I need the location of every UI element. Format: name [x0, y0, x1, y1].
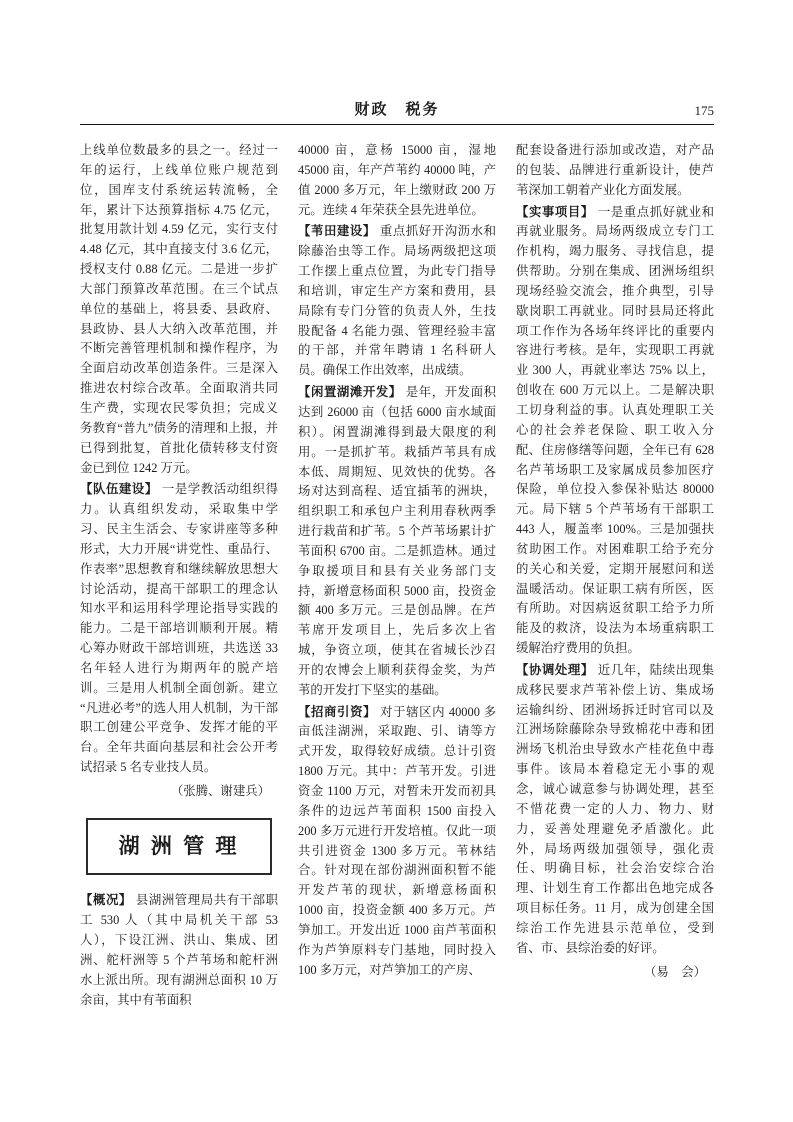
entry-label: 【队伍建设】 — [80, 482, 158, 497]
entry-label: 【实事项目】 — [516, 204, 594, 219]
paragraph-text: 一是学教活动组织得力。认真组织发动，采取集中学习、民主生活会、专家讲座等多种形式，大力开展“讲党性、重品行、作表率”思想教育和继续解放思想大讨论活动，提高干部职工的理念认知水平和运用科学理论指导实践的能力。二是干部培训顺利开展。精心筹办财政干部培训班，共选送 33 名年轻人进行为期两年的脱产培训。三是用人机制全面创新。建立“凡进必考”的选人用人机制，为干部职工创建公平竞争、发挥才能的平台。全年共面向基层和社会公开考试招录 5 名专业技人员。 — [80, 482, 279, 775]
entry-paragraph — [298, 383, 496, 701]
paragraph-continuation — [80, 141, 278, 478]
page-header — [80, 98, 714, 125]
author-signature: （张腾、谢建兵） — [170, 784, 270, 798]
paragraph-continuation — [516, 141, 714, 201]
page-number: 175 — [694, 103, 715, 118]
entry-paragraph — [80, 891, 278, 1010]
boxed-section-title: 湖 洲 管 理 — [86, 818, 272, 876]
entry-label: 【苇田建设】 — [298, 224, 376, 239]
entry-label: 【协调处理】 — [516, 662, 594, 677]
paragraph-text: 近几年，陆续出现集成移民要求芦苇补偿上访、集成场运输纠纷、团洲场拆迁时官司以及江洲场除藤除杂导致棉花中毒和团洲场飞机治虫导致水产桂花鱼中毒事件。该局本着稳定无小事的观念，诚心诚意参与协调处理，甚至不惜花费一定的人力、物力、财力，妥善处理避免矛盾激化。此外，局场两级加强领导，强化责任、明确目标，社会治安综合治理、计划生育工作都出色地完成各项目标任务。11 月，成为创建全国综治工作先进县示范单位，受到省、市、县综治委的好评。 — [516, 662, 715, 955]
paragraph-text: 上线单位数最多的县之一。经过一年的运行，上线单位账户规范到位，国库支付系统运转流畅，全年，累计下达预算指标 4.75 亿元，批复用款计划 4.59 亿元，实行支付 4.48 亿元，其中直接支付 3.6 亿元，授权支付 0.88 亿元。二是进一步扩大部门预算改革范围。在三个试点单位的基础上，将县委、县政府、县政协、县人大纳入改革范围，并不断完善管理机制和操作程序，为全面启动改革创造条件。三是深入推进农村综合改革。全面取消共同生产费，实现农民零负担；完成义务教育“普九”债务的清理和上报，并已得到批复，首批化债转移支付资金已到位 1242 万元。 — [80, 143, 278, 475]
column-1 — [80, 141, 278, 1013]
paragraph-text: 配套设备进行添加或改造，对产品的包装、品牌进行重新设计，使芦苇深加工朝着产业化方面发展。 — [516, 143, 714, 197]
column-3 — [516, 141, 714, 1013]
entry-paragraph — [298, 222, 496, 381]
paragraph-text: 重点抓好开沟沥水和除藤治虫等工作。局场两级把这项工作摆上重点位置，为此专门指导和培训，审定生产方案和费用，县局除有专门分管的负责人外，生技股配备 4 名能力强、管理经验丰富的干部，并常年聘请 1 名科研人员。确保工作出效率，出成绩。 — [298, 224, 497, 378]
text-columns — [80, 141, 714, 1013]
entry-paragraph — [516, 203, 714, 659]
paragraph-text: 一是重点抓好就业和再就业服务。局场两级成立专门工作机构，竭力服务、寻找信息，提供帮助。分别在集成、团洲场组织现场经验交流会，推介典型，引导歇岗职工再就业。同时县局还将此项工作作为各场年终评比的重要内容进行考核。是年，实现职工再就业 300 人，再就业率达 75% 以上，创收在 600 万元以上。二是解决职工切身利益的事。认真处理职工关心的社会养老保险、职工收入分配、住房修缮等问题，全年已有 628 名芦苇场职工及家属成员参加医疗保险，单位投入参保补贴达 80000 元。局下辖 5 个芦苇场有干部职工 443 人，履盖率 100%。三是加强扶贫助困工作。对困难职工给予充分的关心和关爱，定期开展慰问和送温暖活动。保证职工病有所医，医有所助。对因病返贫职工给予力所能及的救济，设法为本场重病职工缓解治疗费用的负担。 — [516, 204, 715, 656]
entry-label: 【概况】 — [80, 893, 132, 908]
entry-paragraph — [80, 480, 278, 778]
entry-paragraph — [298, 703, 496, 981]
section-title: 财政 税务 — [354, 102, 440, 118]
page-content — [80, 98, 714, 1013]
paragraph-text: 40000 亩，意杨 15000 亩，湿地 45000 亩，年产芦苇约 40000 吨，产值 2000 多万元，年上缴财政 200 万元。连续 4 年荣获全县先进单位。 — [298, 143, 496, 217]
paragraph-text: 县湖洲管理局共有干部职工 530 人（其中局机关干部 53 人），下设江洲、洪山、集成、团洲、舵杆洲等 5 个芦苇场和舵杆洲水上派出所。现有湖洲总面积 10 万余亩，其中有苇面积 — [80, 893, 279, 1007]
paragraph-text: 对于辖区内 40000 多亩低洼湖洲，采取跑、引、请等方式开发，取得较好成绩。总计引资 1800 万元。其中：芦苇开发。引进资金 1100 万元，对暂未开发而初具条件的边远芦苇面积 1500 亩投入 200 多万元进行开发培植。仅此一项共引进资金 1300 多万元。苇林结合。针对现在部份湖洲面积暂不能开发芦苇的现状，新增意杨面积 1000 亩，投资金额 400 多万元。芦笋加工。开发出近 1000 亩芦苇面积作为芦笋原料专门基地，同时投入 100 多万元，对芦笋加工的产房、 — [298, 704, 497, 977]
entry-label: 【招商引资】 — [298, 704, 377, 719]
entry-paragraph — [516, 661, 714, 959]
paragraph-continuation — [298, 141, 496, 220]
entry-label: 【闲置湖滩开发】 — [298, 385, 402, 400]
paragraph-text: 是年，开发面积达到 26000 亩（包括 6000 亩水域面积）。闲置湖滩得到最大限度的利用。一是抓扩苇。栽插芦苇具有成本低、周期短、见效快的优势。各场对达到高程、适宜插苇的洲块，组织职工和承包户主利用春秋两季进行栽苗和扩苇。5 个芦苇场累计扩苇面积 6700 亩。二是抓造林。通过争取援项目和县有关业务部门支持，新增意杨面积 5000 亩，投资金额 400 多万元。三是创品牌。在芦苇席开发项目上，先后多次上省城，争资立项，使其在省城长沙召开的农博会上顺利获得金奖，为芦苇的开发打下坚实的基础。 — [298, 385, 497, 697]
column-2 — [298, 141, 496, 1013]
author-signature: （易 会） — [644, 964, 706, 979]
